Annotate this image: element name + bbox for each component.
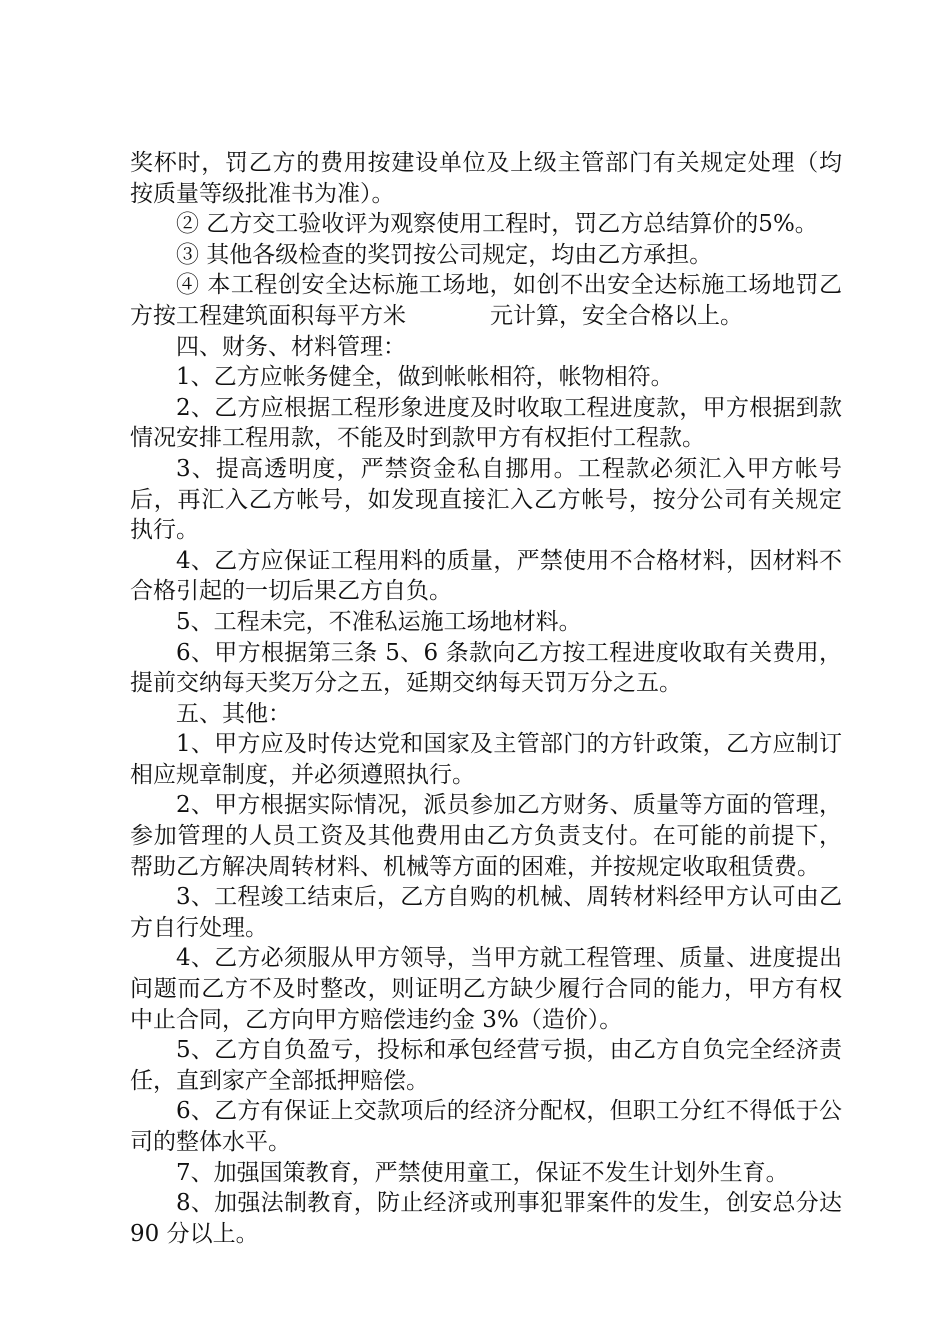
paragraph-other-4: 4、乙方必须服从甲方领导，当甲方就工程管理、质量、进度提出问题而乙方不及时整改，则证明乙方缺少履行合同的能力，甲方有权中止合同，乙方向甲方赔偿违约金 3%（造价）。 — [130, 945, 842, 1033]
paragraph-safety-site — [130, 270, 842, 331]
paragraph-other-1: 1、甲方应及时传达党和国家及主管部门的方针政策，乙方应制订相应规章制度，并必须遵照执行。 — [130, 731, 842, 788]
paragraph-finance-3: 3、提高透明度，严禁资金私自挪用。工程款必须汇入甲方帐号后，再汇入乙方帐号，如发现直接汇入乙方帐号，按分公司有关规定执行。 — [130, 455, 842, 544]
paragraph-award-penalty: 奖杯时，罚乙方的费用按建设单位及上级主管部门有关规定处理（均按质量等级批准书为准）。 — [130, 150, 842, 207]
section-heading-other: 五、其他： — [176, 700, 291, 727]
paragraph-finance-6: 6、甲方根据第三条 5、6 条款向乙方按工程进度收取有关费用，提前交纳每天奖万分之五，延期交纳每天罚万分之五。 — [130, 639, 842, 697]
section-heading-finance: 四、财务、材料管理： — [176, 333, 406, 360]
paragraph-other-2: 2、甲方根据实际情况，派员参加乙方财务、质量等方面的管理，参加管理的人员工资及其他费用由乙方负责支付。在可能的前提下，帮助乙方解决周转材料、机械等方面的困难，并按规定收取租赁费。 — [130, 792, 842, 880]
paragraph-observation-penalty: ② 乙方交工验收评为观察使用工程时，罚乙方总结算价的5%。 — [176, 211, 818, 238]
paragraph-other-inspections: ③ 其他各级检查的奖罚按公司规定，均由乙方承担。 — [176, 241, 713, 268]
paragraph-other-7: 7、加强国策教育，严禁使用童工，保证不发生计划外生育。 — [176, 1159, 789, 1186]
paragraph-other-3: 3、工程竣工结束后，乙方自购的机械、周转材料经甲方认可由乙方自行处理。 — [130, 884, 842, 941]
paragraph-finance-2: 2、乙方应根据工程形象进度及时收取工程进度款，甲方根据到款情况安排工程用款，不能及时到款甲方有权拒付工程款。 — [130, 394, 842, 452]
paragraph-finance-5: 5、工程未完，不准私运施工场地材料。 — [176, 608, 582, 635]
safety-site-text-after: 元计算，安全合格以上。 — [490, 302, 743, 329]
paragraph-other-5: 5、乙方自负盈亏，投标和承包经营亏损，由乙方自负完全经济责任，直到家产全部抵押赔偿。 — [130, 1037, 842, 1094]
document-page — [130, 148, 842, 1249]
paragraph-other-6: 6、乙方有保证上交款项后的经济分配权，但职工分红不得低于公司的整体水平。 — [130, 1098, 842, 1155]
safety-site-text: ④ 本工程创安全达标施工场地，如创不出安全达标施工场地罚乙方按工程建筑面积每平方米 — [130, 272, 842, 329]
paragraph-finance-1: 1、乙方应帐务健全，做到帐帐相符，帐物相符。 — [176, 364, 674, 391]
paragraph-finance-4: 4、乙方应保证工程用料的质量，严禁使用不合格材料，因材料不合格引起的一切后果乙方自负。 — [130, 547, 842, 605]
paragraph-other-8: 8、加强法制教育，防止经济或刑事犯罪案件的发生，创安总分达 90 分以上。 — [130, 1190, 842, 1247]
